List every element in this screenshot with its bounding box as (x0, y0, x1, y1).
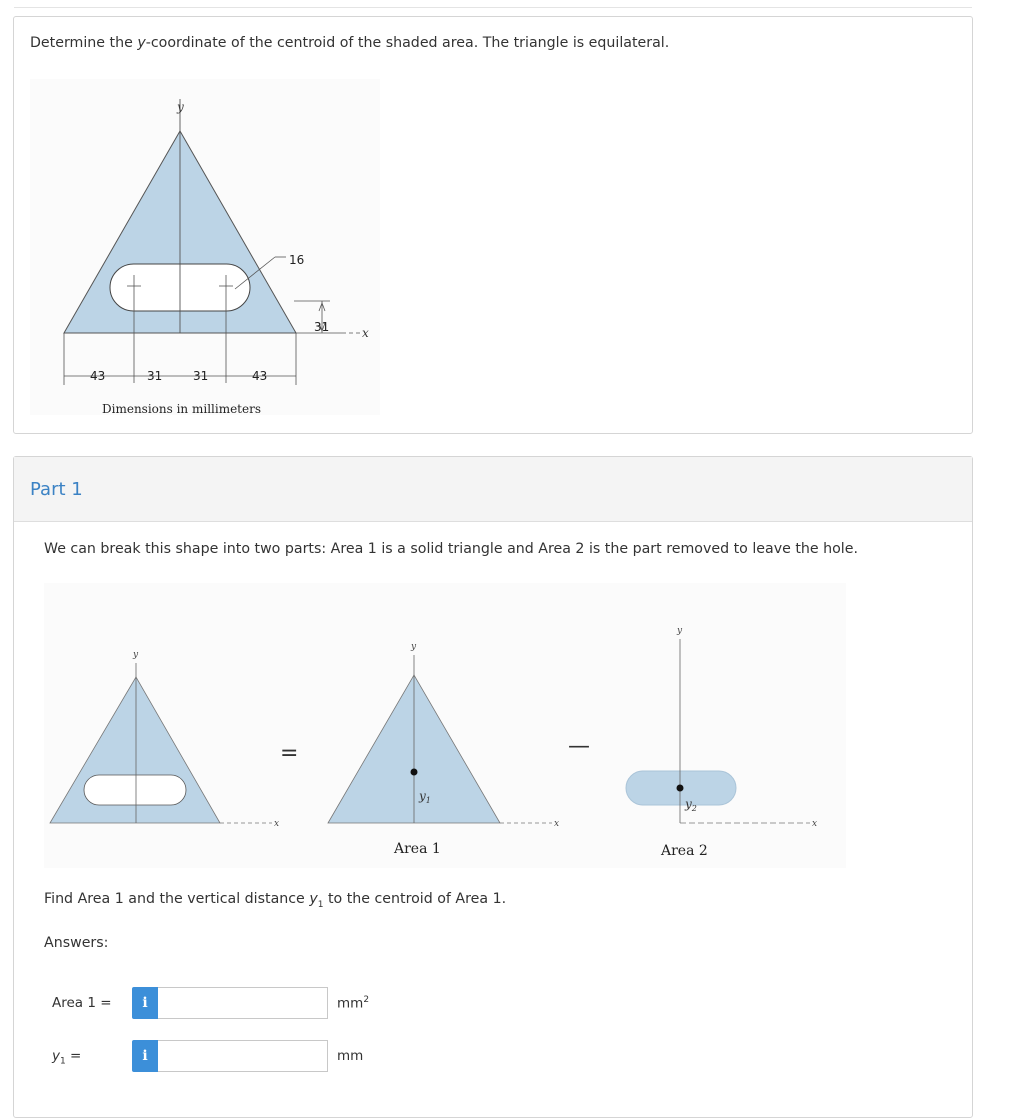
y-axis-label: y (177, 100, 184, 114)
diagram-x-axis-1: x (274, 819, 280, 829)
diagram-x-axis-3: x (812, 819, 818, 829)
problem-figure (30, 79, 390, 415)
y1-marker-label: $y_1$ (419, 789, 431, 805)
answers-label: Answers: (44, 935, 109, 951)
area1-field-label: Area 1 = (52, 995, 112, 1011)
minus-sign: — (568, 734, 590, 759)
diagram-y-axis-2: y (411, 642, 417, 652)
part1-title: Part 1 (30, 479, 83, 500)
top-divider (14, 7, 972, 8)
y1-info-button[interactable]: i (132, 1040, 158, 1072)
dim-bottom-4: 43 (252, 369, 268, 383)
part1-header (14, 457, 972, 522)
equals-sign: = (280, 741, 299, 766)
dim-slot-height: 31 (314, 320, 330, 334)
area1-unit: $mm^2$ (337, 995, 370, 1012)
decomposition-diagram (44, 583, 854, 868)
y1-field-label: $y_1$ = (52, 1048, 82, 1067)
y2-marker-label: $y_2$ (685, 797, 697, 813)
area1-info-button[interactable]: i (132, 987, 158, 1019)
y1-input[interactable] (158, 1040, 328, 1072)
x-axis-label: x (362, 326, 369, 340)
figure-caption: Dimensions in millimeters (102, 402, 261, 415)
find-instruction: Find Area 1 and the vertical distance $y_1$ to the centroid of Area 1. (44, 891, 507, 910)
diagram-x-axis-2: x (554, 819, 560, 829)
dim-bottom-1: 43 (90, 369, 106, 383)
area1-label: Area 1 (394, 841, 441, 857)
area1-input[interactable] (158, 987, 328, 1019)
part1-panel (13, 456, 973, 1118)
dim-slot-radius: 16 (289, 253, 305, 267)
problem-statement: Determine the y-coordinate of the centroid of the shaded area. The triangle is equilateral. (30, 35, 670, 51)
area2-label: Area 2 (661, 843, 708, 859)
dim-bottom-3: 31 (193, 369, 209, 383)
problem-card (13, 16, 973, 434)
y1-unit: mm (337, 1048, 364, 1064)
diagram-y-axis-1: y (133, 650, 139, 660)
dim-bottom-2: 31 (147, 369, 163, 383)
part1-intro: We can break this shape into two parts: Area 1 is a solid triangle and Area 2 is the part removed to leave the hole. (44, 541, 858, 557)
diagram-y-axis-3: y (677, 626, 683, 636)
